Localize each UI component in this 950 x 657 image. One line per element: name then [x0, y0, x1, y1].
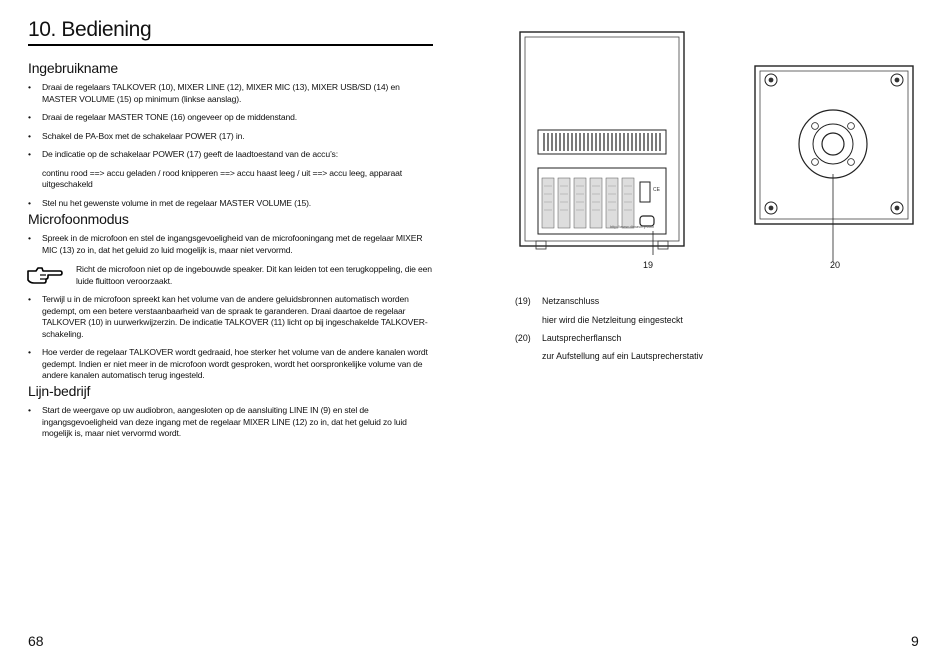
pointing-hand-icon	[26, 265, 64, 285]
page-title: 10. Bediening	[28, 18, 433, 46]
list-item: • De indicatie op de schakelaar POWER (17) geeft de laadtoestand van de accu’s:	[28, 149, 433, 161]
list-item: • Spreek in de microfoon en stel de ingangsgevoeligheid van de microfooningang met de regelaar MIXER MIC (13) zo in, dat het geluid zo luid mogelijk is, maar niet vervormd.	[28, 233, 433, 256]
microfoonmodus-block-2	[28, 294, 433, 389]
heading-lijnbedrijf: Lijn-bedrijf	[28, 383, 91, 399]
legend-label-20: Lautsprecherflansch	[542, 333, 622, 343]
list-item: • Terwijl u in de microfoon spreekt kan het volume van de andere geluidsbronnen automatisch worden gedempt, om een betere verstaanbaarheid van de spraak te garanderen. Draai daartoe de regelaar TALKOVER (10) in uurwerkwijzerzin. De indicatie TALKOVER (11) licht op bij ingeschakelde TALKOVER-schakeling.	[28, 294, 433, 340]
status-line: continu rood ==> accu geladen / rood knipperen ==> accu haast leeg / uit ==> accu leeg, apparaat uitgeschakeld	[42, 167, 402, 189]
heading-microfoonmodus: Microfoonmodus	[28, 211, 129, 227]
speaker-back-illustration	[518, 30, 686, 255]
list-item: • Start de weergave op uw audiobron, aangesloten op de aansluiting LINE IN (9) en stel de ingangsgevoeligheid van deze ingang met de regelaar MIXER LINE (12) zo in, dat het geluid zo luid mogelijk is, maar niet vervormd wordt.	[28, 405, 433, 440]
page-number-left: 68	[28, 633, 44, 649]
lijnbedrijf-block	[28, 405, 433, 447]
legend-desc-19: hier wird die Netzleitung eingesteckt	[542, 315, 683, 325]
callout-19: 19	[643, 260, 654, 270]
legend-num-20: (20)	[515, 333, 531, 343]
list-item: • Schakel de PA-Box met de schakelaar POWER (17) in.	[28, 131, 433, 143]
url-label: http://www.dimavery.com	[610, 224, 655, 229]
note-text: Richt de microfoon niet op de ingebouwde speaker. Dit kan leiden tot een terugkoppeling, die een luide fluittoon veroorzaakt.	[76, 264, 432, 286]
legend-desc-20: zur Aufstellung auf ein Lautsprecherstativ	[542, 351, 703, 361]
microfoonmodus-block	[28, 233, 433, 263]
page-number-right: 9	[911, 633, 919, 649]
ingebruikname-block	[28, 82, 433, 216]
legend-label-19: Netzanschluss	[542, 296, 600, 306]
speaker-bottom-illustration	[753, 64, 915, 264]
list-item: • Hoe verder de regelaar TALKOVER wordt gedraaid, hoe sterker het volume van de andere kanalen wordt gedempt. Indien er niet meer in de microfoon wordt gesproken, wordt het oorspronkelijke volume van de andere kanalen automatisch terug ingesteld.	[28, 347, 433, 382]
list-item: • Draai de regelaar MASTER TONE (16) ongeveer op de middenstand.	[28, 112, 433, 124]
ce-mark: CE	[653, 187, 660, 193]
list-item: • Stel nu het gewenste volume in met de regelaar MASTER VOLUME (15).	[28, 198, 433, 210]
heading-ingebruikname: Ingebruikname	[28, 60, 119, 76]
legend-num-19: (19)	[515, 296, 531, 306]
callout-20: 20	[830, 260, 841, 270]
list-item: • Draai de regelaars TALKOVER (10), MIXER LINE (12), MIXER MIC (13), MIXER USB/SD (14) en MASTER VOLUME (15) op minimum (linkse aanslag).	[28, 82, 433, 105]
